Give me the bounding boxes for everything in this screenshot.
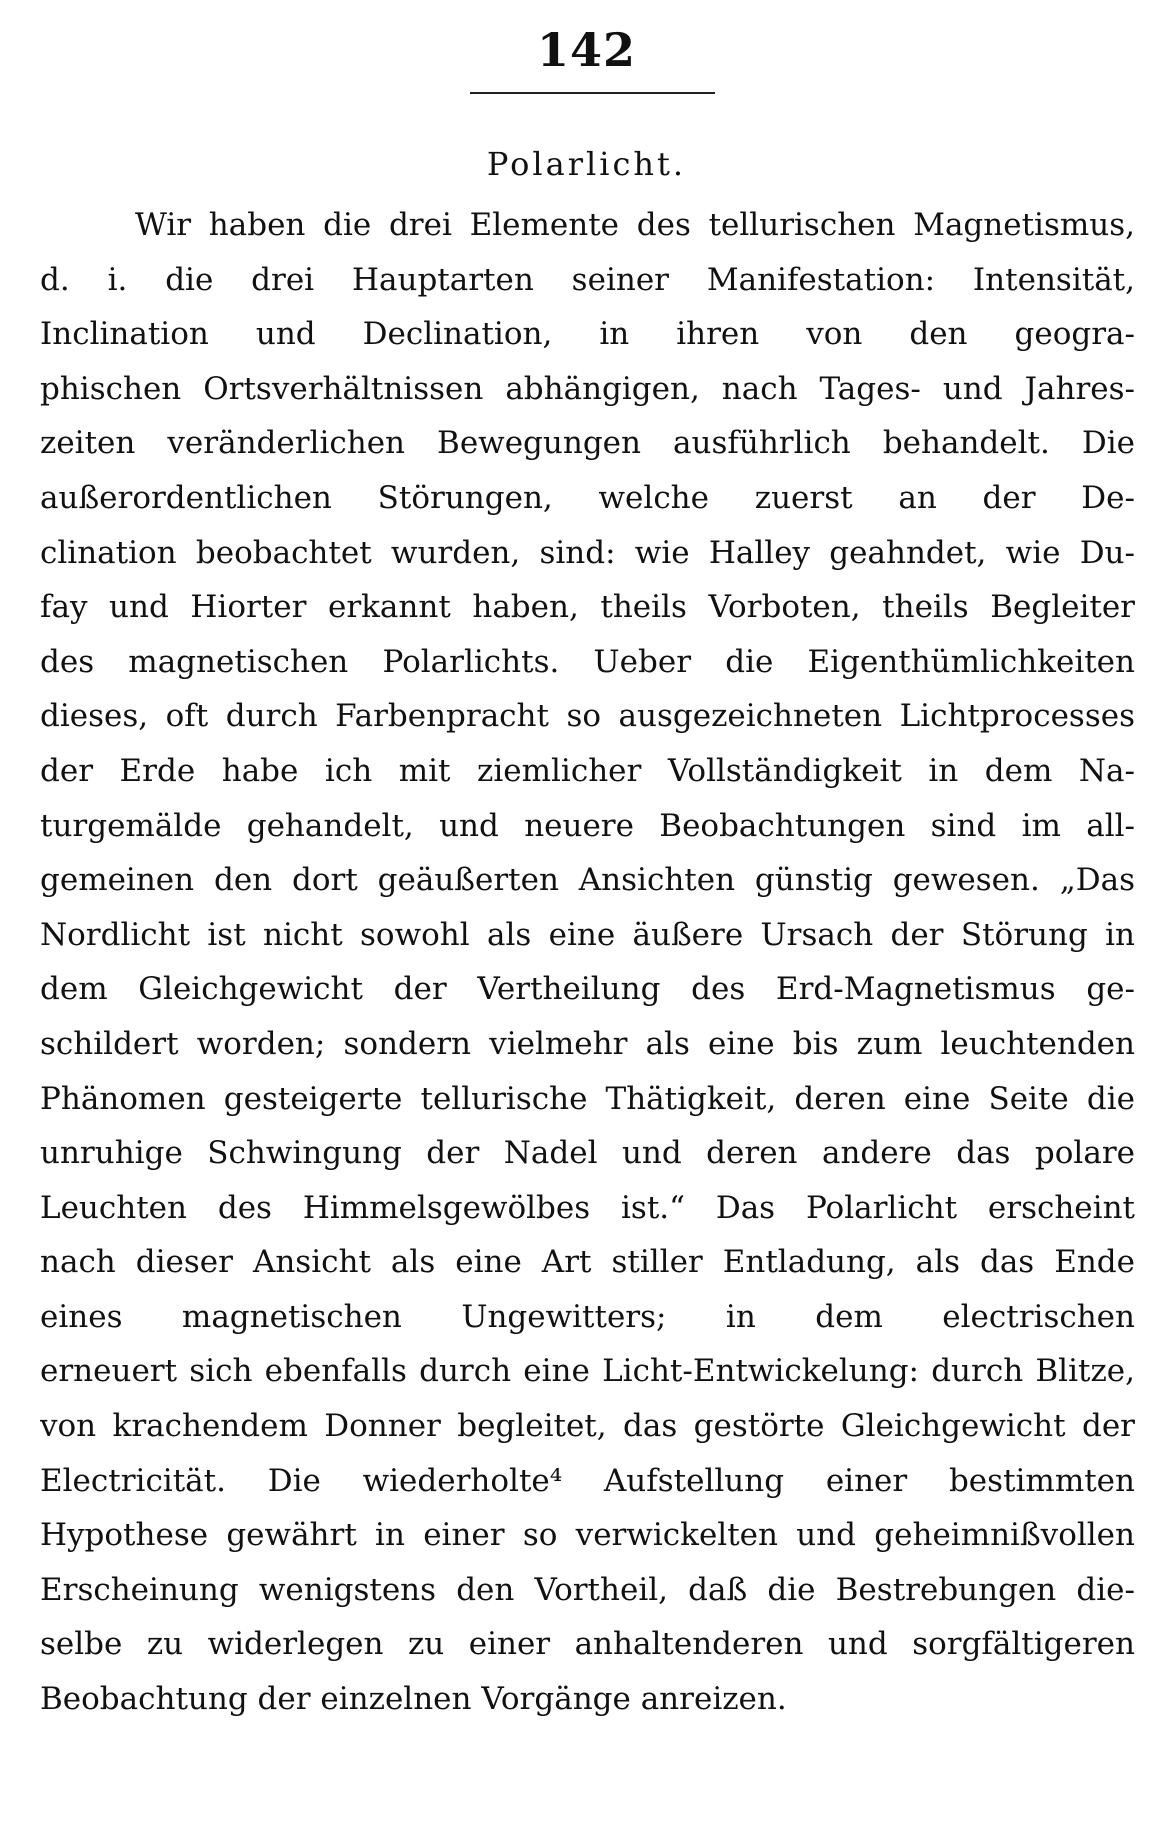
text-line: der Erde habe ich mit ziemlicher Vollständigkeit in dem Na- [40, 752, 1135, 789]
text-line: erneuert sich ebenfalls durch eine Licht-Entwickelung: durch Blitze, [40, 1353, 1135, 1390]
text-line: eines magnetischen Ungewitters; in dem electrischen [40, 1298, 1135, 1335]
text-line: des magnetischen Polarlichts. Ueber die Eigenthümlichkeiten [40, 643, 1135, 680]
text-line: schildert worden; sondern vielmehr als eine bis zum leuchtenden [40, 1025, 1135, 1062]
text-line: von krachendem Donner begleitet, das gestörte Gleichgewicht der [40, 1408, 1135, 1445]
text-line: Phänomen gesteigerte tellurische Thätigkeit, deren eine Seite die [40, 1080, 1135, 1117]
text-line: clination beobachtet wurden, sind: wie Halley geahndet, wie Du- [40, 534, 1135, 571]
text-line: außerordentlichen Störungen, welche zuerst an der De- [40, 479, 1135, 516]
text-line: gemeinen den dort geäußerten Ansichten günstig gewesen. „Das [40, 862, 1135, 899]
text-line: Leuchten des Himmelsgewölbes ist.“ Das Polarlicht erscheint [40, 1189, 1135, 1226]
section-heading: Polarlicht. [486, 145, 687, 183]
text-line: Beobachtung der einzelnen Vorgänge anreizen. [40, 1681, 787, 1718]
text-line: unruhige Schwingung der Nadel und deren andere das polare [40, 1135, 1135, 1172]
text-line: turgemälde gehandelt, und neuere Beobachtungen sind im all- [40, 807, 1135, 844]
header-rule [470, 92, 715, 94]
body-text [40, 198, 1135, 1727]
text-line: dem Gleichgewicht der Vertheilung des Erd-Magnetismus ge- [40, 971, 1135, 1008]
text-line: Inclination und Declination, in ihren von den geogra- [40, 316, 1135, 353]
text-line: phischen Ortsverhältnissen abhängigen, nach Tages- und Jahres- [40, 370, 1135, 407]
text-line: nach dieser Ansicht als eine Art stiller Entladung, als das Ende [40, 1244, 1135, 1281]
text-line: selbe zu widerlegen zu einer anhaltenderen und sorgfältigeren [40, 1626, 1135, 1663]
text-line: d. i. die drei Hauptarten seiner Manifestation: Intensität, [40, 261, 1135, 298]
text-line: Electricität. Die wiederholte⁴ Aufstellung einer bestimmten [40, 1462, 1135, 1499]
text-line: Nordlicht ist nicht sowohl als eine äußere Ursach der Störung in [40, 916, 1135, 953]
text-line: fay und Hiorter erkannt haben, theils Vorboten, theils Begleiter [40, 589, 1135, 626]
text-line: dieses, oft durch Farbenpracht so ausgezeichneten Lichtprocesses [40, 698, 1135, 735]
text-line: Wir haben die drei Elemente des tellurischen Magnetismus, [135, 207, 1135, 243]
text-line: zeiten veränderlichen Bewegungen ausführlich behandelt. Die [40, 425, 1135, 462]
text-line: Hypothese gewährt in einer so verwickelten und geheimnißvollen [40, 1517, 1135, 1554]
text-line: Erscheinung wenigstens den Vortheil, daß die Bestrebungen die- [40, 1571, 1135, 1608]
page-number: 142 [536, 23, 637, 77]
